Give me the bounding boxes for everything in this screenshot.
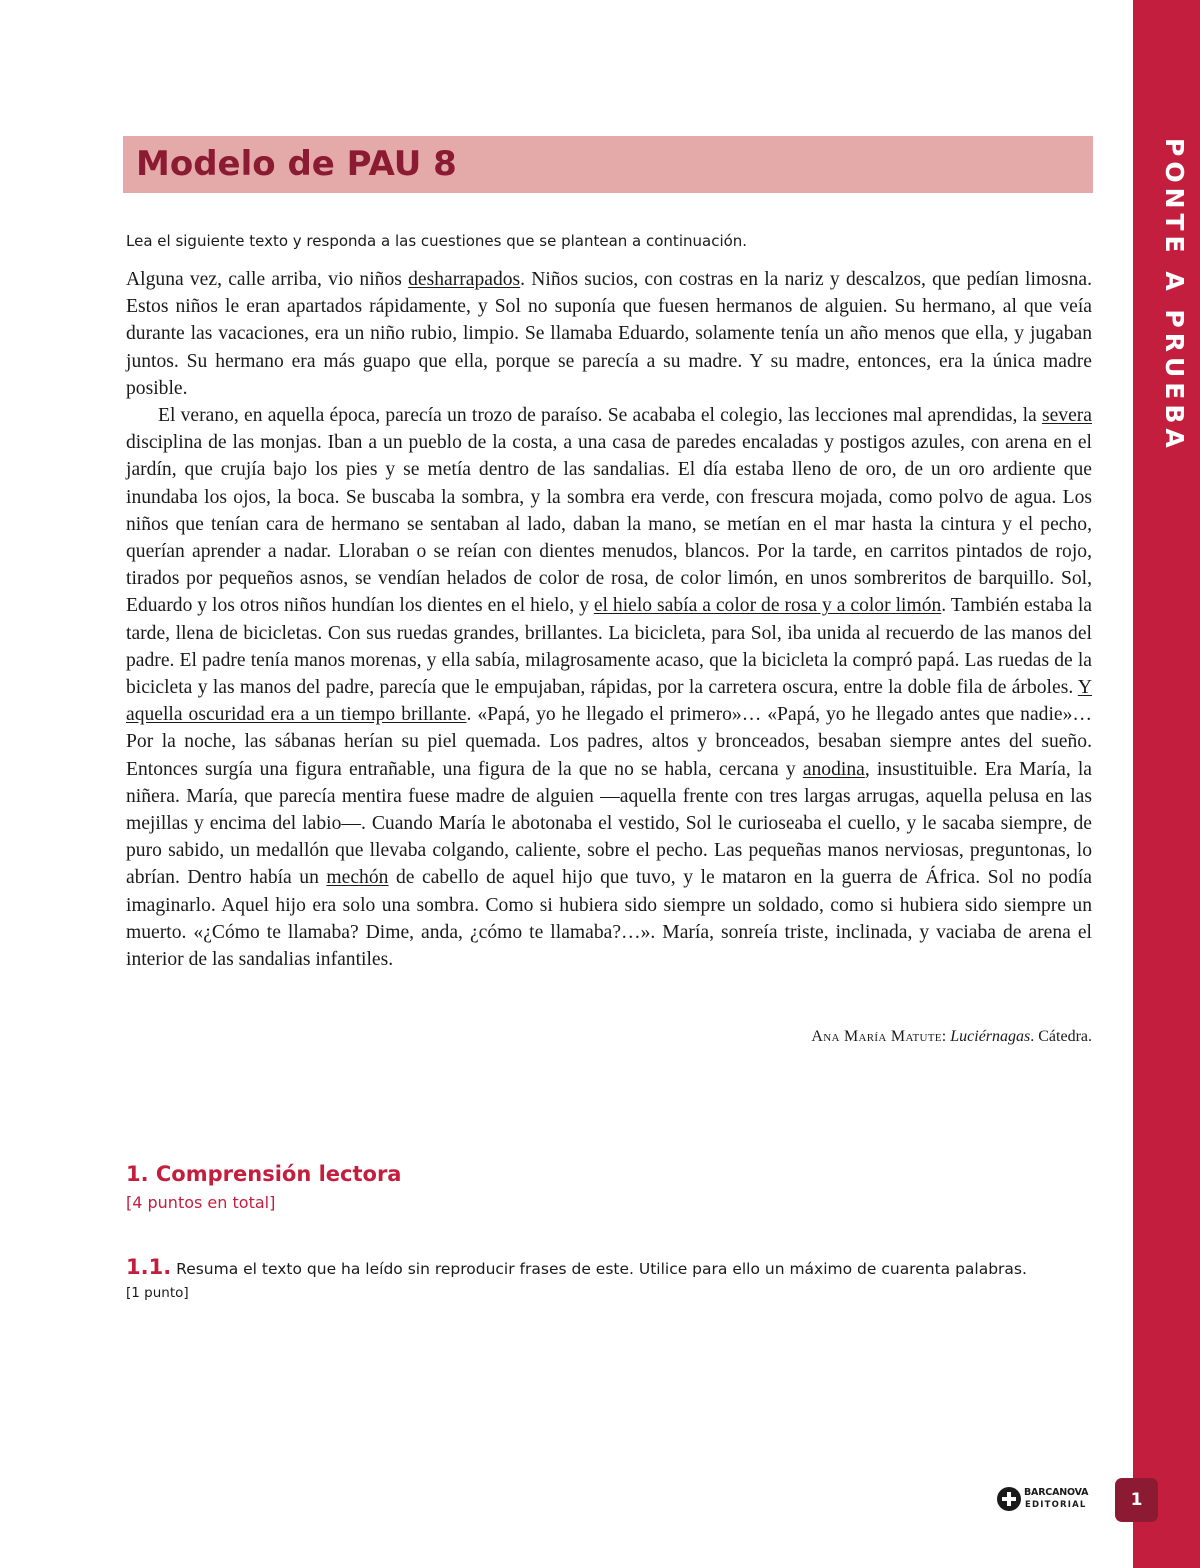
question-number: 1.1. bbox=[126, 1255, 172, 1279]
underlined-word: anodina bbox=[802, 758, 865, 780]
underlined-phrase: Y aquella oscuridad era a un tiempo brillante bbox=[126, 677, 1092, 726]
question-1-1 bbox=[126, 1254, 1092, 1282]
text-run: de cabello de aquel hijo que tuvo, y le mataron en la guerra de África. Sol no podía imaginarlo. Aquel hijo era solo una sombra. Como si hubiera sido siempre un soldado, como si hubiera sido siempre un muerto. «¿Cómo te llamaba? Dime, anda, ¿cómo te llamaba?…». María, sonreía triste, inclinada, y vaciaba de arena el interior de las sandalias infantiles. bbox=[126, 867, 1092, 971]
section-points: [4 puntos en total] bbox=[126, 1193, 276, 1212]
text-run: . «Papá, yo he llegado el primero»… «Papá, yo he llegado antes que nadie»… Por la noche, las sábanas herían su piel quemada. Los padres, altos y bronceados, besaban siempre antes del sueño. Entonces surgía una figura entrañable, una figura de la que no se habla, cercana y bbox=[126, 704, 1092, 780]
publisher-subtitle: EDITORIAL bbox=[1025, 1500, 1087, 1510]
publisher-logo bbox=[997, 1486, 1097, 1514]
text-run: , insustituible. Era María, la niñera. María, que parecía mentira fuese madre de alguien —aquella frente con tres largas arrugas, aquella pelusa en las mejillas y encima del labio—. Cuando María le abotonaba el vestido, Sol le curioseaba el cuello, y le sacaba siempre, de puro sabido, un medallón que llevaba colgando, caliente, sobre el pecho. Las pequeñas manos nerviosas, preguntonas, lo abrían. Dentro había un bbox=[126, 758, 1092, 889]
text-run: disciplina de las monjas. Iban a un pueblo de la costa, a una casa de paredes encaladas y postigos azules, con arena en el jardín, que crujía bajo los pies y se metía dentro de las sandalias. El día estaba lleno de oro, de un oro ardiente que inundaba los ojos, la boca. Se buscaba la sombra, y la sombra era verde, con frescura mojada, como polvo de agua. Los niños que tenían cara de hermano se sentaban al lado, daban la mano, se metían en el mar hasta la cintura y el pecho, querían aprender a nadar. Lloraban o se reían con dientes menudos, blancos. Por la tarde, en carritos pintados de rojo, tirados por pequeños asnos, se vendían helados de color de rosa, de color limón, en unos sombreritos de barquillo. Sol, Eduardo y los otros niños hundían los dientes en el hielo, y bbox=[126, 432, 1092, 617]
question-points: [1 punto] bbox=[126, 1285, 189, 1301]
underlined-word: severa bbox=[1041, 405, 1092, 427]
underlined-word: mechón bbox=[326, 867, 389, 889]
instructions: Lea el siguiente texto y responda a las cuestiones que se plantean a continuación. bbox=[126, 232, 748, 250]
publisher-text: . Cátedra. bbox=[1030, 1028, 1092, 1045]
publisher-name: BARCANOVA bbox=[1024, 1487, 1089, 1498]
underlined-word: desharrapados bbox=[408, 269, 521, 290]
sidebar-label: PONTE A PRUEBA bbox=[1160, 138, 1189, 453]
reading-paragraph-2 bbox=[126, 402, 1092, 973]
page-title: Modelo de PAU 8 bbox=[136, 144, 457, 184]
text-run: . También estaba la tarde, llena de bicicletas. Con sus ruedas grandes, brillantes. La bicicleta, para Sol, iba unida al recuerdo de las manos del padre. El padre tenía manos morenas, y ella sabía, milagrosamente acaso, que la bicicleta la compró papá. Las ruedas de la bicicleta y las manos del padre, parecía que le empujaban, rápidas, por la carretera oscura, entre la doble fila de árboles. bbox=[126, 595, 1092, 699]
text-run: . Niños sucios, con costras en la nariz y descalzos, que pedían limosna. Estos niños le eran apartados rápidamente, y Sol no suponía que fuesen hermanos de alguien. Su hermano, al que veía durante las vacaciones, era un niño rubio, limpio. Se llamaba Eduardo, solamente tenía un año menos que ella, y jugaban juntos. Su hermano era más guapo que ella, porque se parecía a su madre. Y su madre, entonces, era la única madre posible. bbox=[126, 269, 1092, 399]
author-name: Ana María Matute bbox=[811, 1028, 942, 1045]
attribution-separator: : bbox=[941, 1028, 951, 1045]
source-attribution bbox=[126, 1028, 1092, 1046]
barcanova-logo-icon bbox=[997, 1487, 1021, 1511]
work-title: Luciérnagas bbox=[950, 1028, 1031, 1045]
question-text: Resuma el texto que ha leído sin reproducir frases de este. Utilice para ello un máximo de cuarenta palabras. bbox=[171, 1260, 1027, 1278]
text-run: El verano, en aquella época, parecía un trozo de paraíso. Se acababa el colegio, las lecciones mal aprendidas, la bbox=[158, 405, 1042, 427]
text-run: Alguna vez, calle arriba, vio niños bbox=[126, 269, 409, 290]
section-title: 1. Comprensión lectora bbox=[126, 1162, 402, 1186]
reading-paragraph-1 bbox=[126, 266, 1092, 402]
page-number: 1 bbox=[1115, 1478, 1158, 1522]
underlined-phrase: el hielo sabía a color de rosa y a color limón bbox=[593, 595, 942, 617]
reading-text bbox=[126, 266, 1092, 973]
